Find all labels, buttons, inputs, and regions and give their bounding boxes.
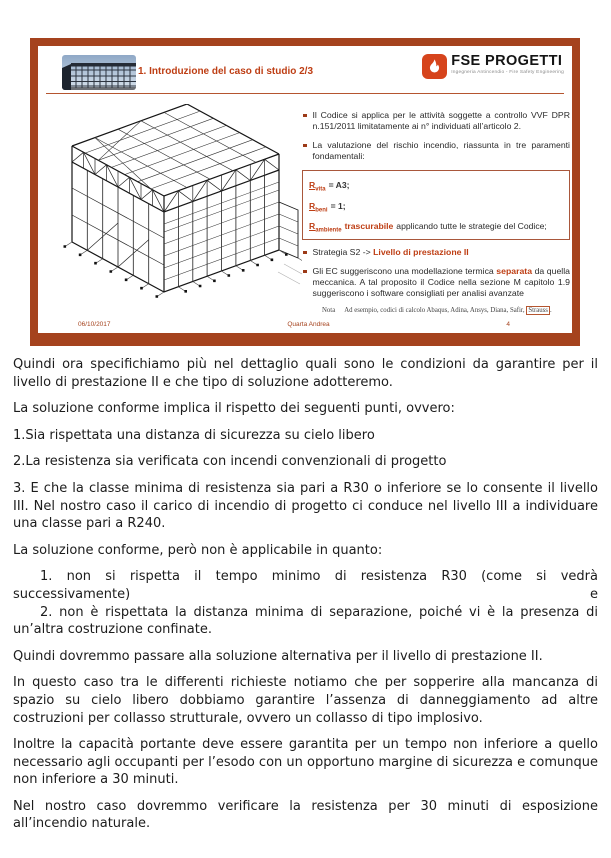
paragraph: La soluzione conforme implica il rispetto dei seguenti punti, ovvero:: [13, 401, 455, 417]
slide-page-number: 4: [506, 321, 510, 328]
r-ambiente-term: $R_{ambiente}$: [309, 221, 342, 235]
bullet-text: Gli EC suggeriscono una modellazione termica separata da quella meccanica. A tal proposito il Codice nella sezione M capitolo 1.9 suggeriscono i software consigliati per analisi avanzate: [312, 266, 570, 299]
risk-parameters-box: [302, 170, 570, 240]
logo-text: [451, 54, 564, 75]
paragraph: 2. non è rispettata la distanza minima di separazione, poiché vi è la presenza di un’altra costruzione confinate.: [13, 604, 598, 638]
slide-content: [38, 46, 572, 333]
r-vita-term: $R_{vita}$: [309, 180, 326, 193]
r-ambiente-line: [309, 221, 563, 234]
paragraph: Quindi dovremmo passare alla soluzione alternativa per il livello di prestazione II.: [13, 648, 543, 664]
r-vita-value: = A3;: [328, 180, 350, 190]
separata-highlight: separata: [496, 266, 533, 277]
slide-author: Quarta Andrea: [287, 321, 330, 328]
header-separator-line: [46, 93, 564, 94]
note-boxed-word: Strauss: [528, 307, 548, 315]
logo-tagline: Ingegneria Antincendio - Fire Safety Engineering: [451, 70, 564, 75]
r-beni-term: $R_{beni}$: [309, 200, 328, 214]
logo-name: FSE PROGETTI: [451, 53, 563, 69]
bullet-text: Strategia S2 -> Livello di prestazione II: [312, 247, 469, 258]
r-beni-value: = 1;: [330, 200, 346, 211]
paragraph: La soluzione conforme, però non è applicabile in quanto:: [13, 542, 383, 558]
bullet-text: Il Codice si applica per le attività soggette a controllo VVF DPR n.151/2011 limitatamente ai n° individuati all’articolo 2.: [312, 110, 570, 131]
bullet-item-ec: [302, 266, 570, 299]
r-vita-line: [309, 180, 563, 193]
square-bullet-icon: [303, 144, 307, 148]
paragraph: 3. E che la classe minima di resistenza sia pari a R30 o inferiore se lo consente il livello III. Nel nostro caso il carico di incendio di progetto ci conduce nel livello III a individuare una classe pari a R240.: [13, 480, 598, 532]
slide-footer: [38, 321, 572, 328]
paragraph: 2.La resistenza sia verificata con incendi convenzionali di progetto: [13, 454, 447, 470]
flame-icon: [422, 54, 447, 79]
slide-title: 1. Introduzione del caso di studio 2/3: [138, 66, 314, 77]
bullet-text: La valutazione del rischio incendio, riassunta in tre paramenti fondamentali:: [312, 140, 570, 161]
slide-note: Nota Ad esempio, codici di calcolo Abaqus, Adina, Ansys, Diana, Safir, Strauss .: [322, 307, 552, 315]
square-bullet-icon: [303, 251, 307, 255]
paragraph: 1. non si rispetta il tempo minimo di resistenza R30 (come si vedrà successivamente) e: [13, 569, 598, 602]
paragraph: 1.Sia rispettata una distanza di sicurezza su cielo libero: [13, 427, 375, 443]
r-ambiente-rest: applicando tutte le strategie del Codice;: [396, 221, 547, 232]
fse-progetti-logo: [422, 54, 564, 79]
bullet-item-valutazione: [302, 140, 570, 162]
bullet-item-codice: [302, 110, 570, 132]
paragraph: Quindi ora specifichiamo più nel dettaglio quali sono le condizioni da garantire per il livello di prestazione II e che tipo di soluzione adotteremo.: [13, 357, 598, 390]
document-body: [13, 356, 598, 842]
paragraph: Nel nostro caso dovremmo verificare la resistenza per 30 minuti di esposizione all’incendio naturale.: [13, 798, 598, 832]
r-beni-line: [309, 201, 563, 214]
slide-image: [30, 38, 580, 346]
bullet-item-strategia: [302, 247, 570, 258]
note-label: Nota: [322, 307, 336, 315]
r-ambiente-keyword: trascurabile: [344, 221, 394, 232]
building-wireframe-image: [46, 104, 302, 318]
steel-building-photo-graphic: [62, 55, 136, 90]
paragraph: Inoltre la capacità portante deve essere garantita per un tempo non inferiore a quello necessario agli occupanti per l’esodo con un opportuno margine di sicurezza e comunque non inferiore a 30 minuti.: [13, 737, 598, 788]
slide-bullet-list: [302, 110, 570, 314]
note-text: Ad esempio, codici di calcolo Abaqus, Adina, Ansys, Diana, Safir,: [344, 307, 527, 315]
square-bullet-icon: [303, 114, 307, 118]
livello-prestazione-highlight: Livello di prestazione II: [373, 247, 469, 258]
paragraph: In questo caso tra le differenti richieste notiamo che per sopperire alla mancanza di spazio su cielo libero dobbiamo garantire l’assenza di danneggiamento ad altre costruzioni per collasso strutturale, ovvero un collasso di tipo implosivo.: [13, 675, 598, 726]
slide-date: 06/10/2017: [78, 321, 111, 328]
square-bullet-icon: [303, 270, 307, 274]
steel-building-photo: [62, 55, 136, 90]
